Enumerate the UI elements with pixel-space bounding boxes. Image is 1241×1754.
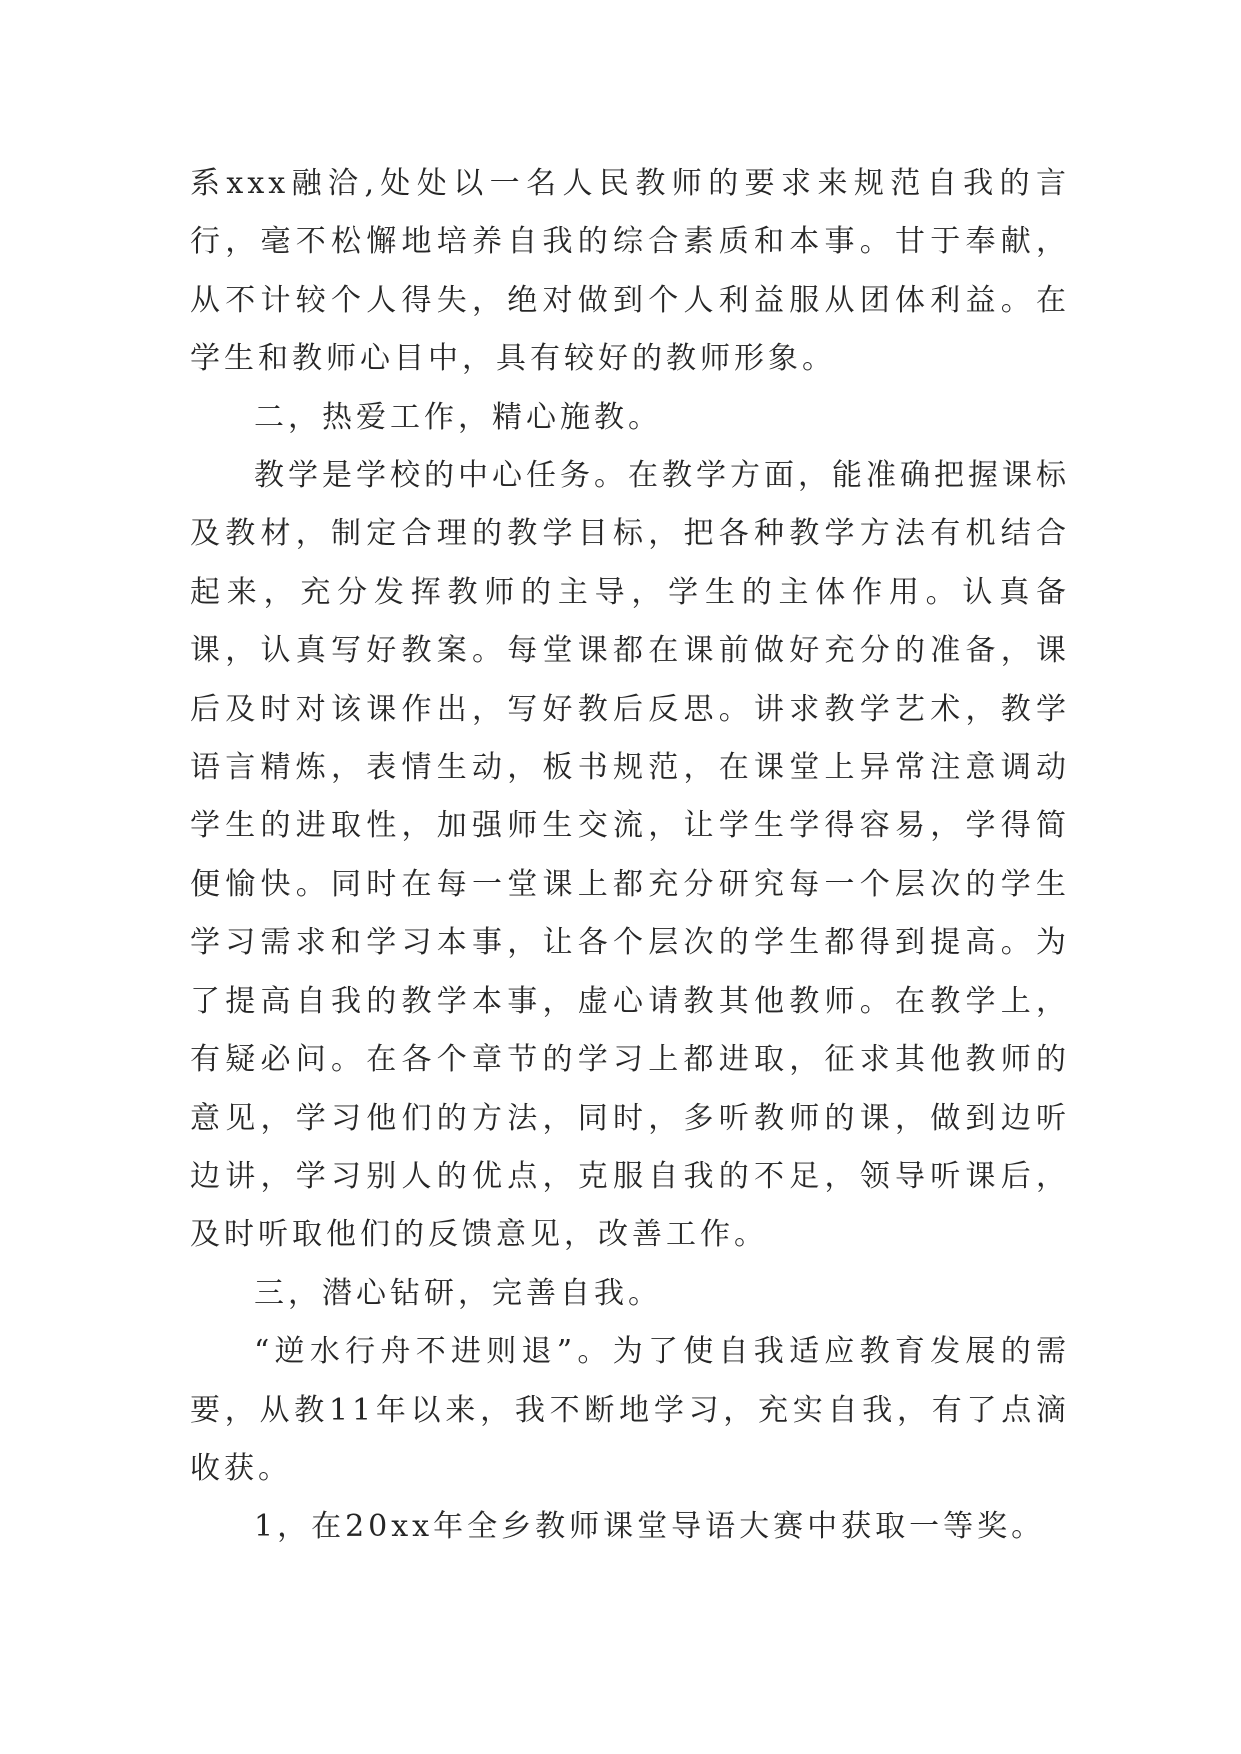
paragraph-self-improvement: “逆水行舟不进则退”。为了使自我适应教育发展的需要，从教11年以来，我不断地学习，充实自我，有了点滴收获。: [190, 1334, 1070, 1486]
list-item-award-1: 1，在20xx年全乡教师课堂导语大赛中获取一等奖。: [254, 1509, 1046, 1545]
paragraph-teaching: 教学是学校的中心任务。在教学方面，能准确把握课标及教材，制定合理的教学目标，把各种教学方法有机结合起来，充分发挥教师的主导，学生的主体作用。认真备课，认真写好教案。每堂课都在课前做好充分的准备，课后及时对该课作出，写好教后反思。讲求教学艺术，教学语言精炼，表情生动，板书规范，在课堂上异常注意调动学生的进取性，加强师生交流，让学生学得容易，学得简便愉快。同时在每一堂课上都充分研究每一个层次的学生学习需求和学习本事，让各个层次的学生都得到提高。为了提高自我的教学本事，虚心请教其他教师。在教学上，有疑必问。在各个章节的学习上都进取，征求其他教师的意见，学习他们的方法，同时，多听教师的课，做到边听边讲，学习别人的优点，克服自我的不足，领导听课后，及时听取他们的反馈意见，改善工作。: [190, 458, 1070, 1253]
heading-section-3: 三，潜心钻研，完善自我。: [254, 1275, 662, 1311]
paragraph-1: 系xxx融洽,处处以一名人民教师的要求来规范自我的言行，毫不松懈地培养自我的综合素质和本事。甘于奉献，从不计较个人得失，绝对做到个人利益服从团体利益。在学生和教师心目中，具有较好的教师形象。: [190, 166, 1070, 377]
document-body: [190, 155, 1070, 1557]
heading-section-2: 二，热爱工作，精心施教。: [254, 399, 662, 435]
